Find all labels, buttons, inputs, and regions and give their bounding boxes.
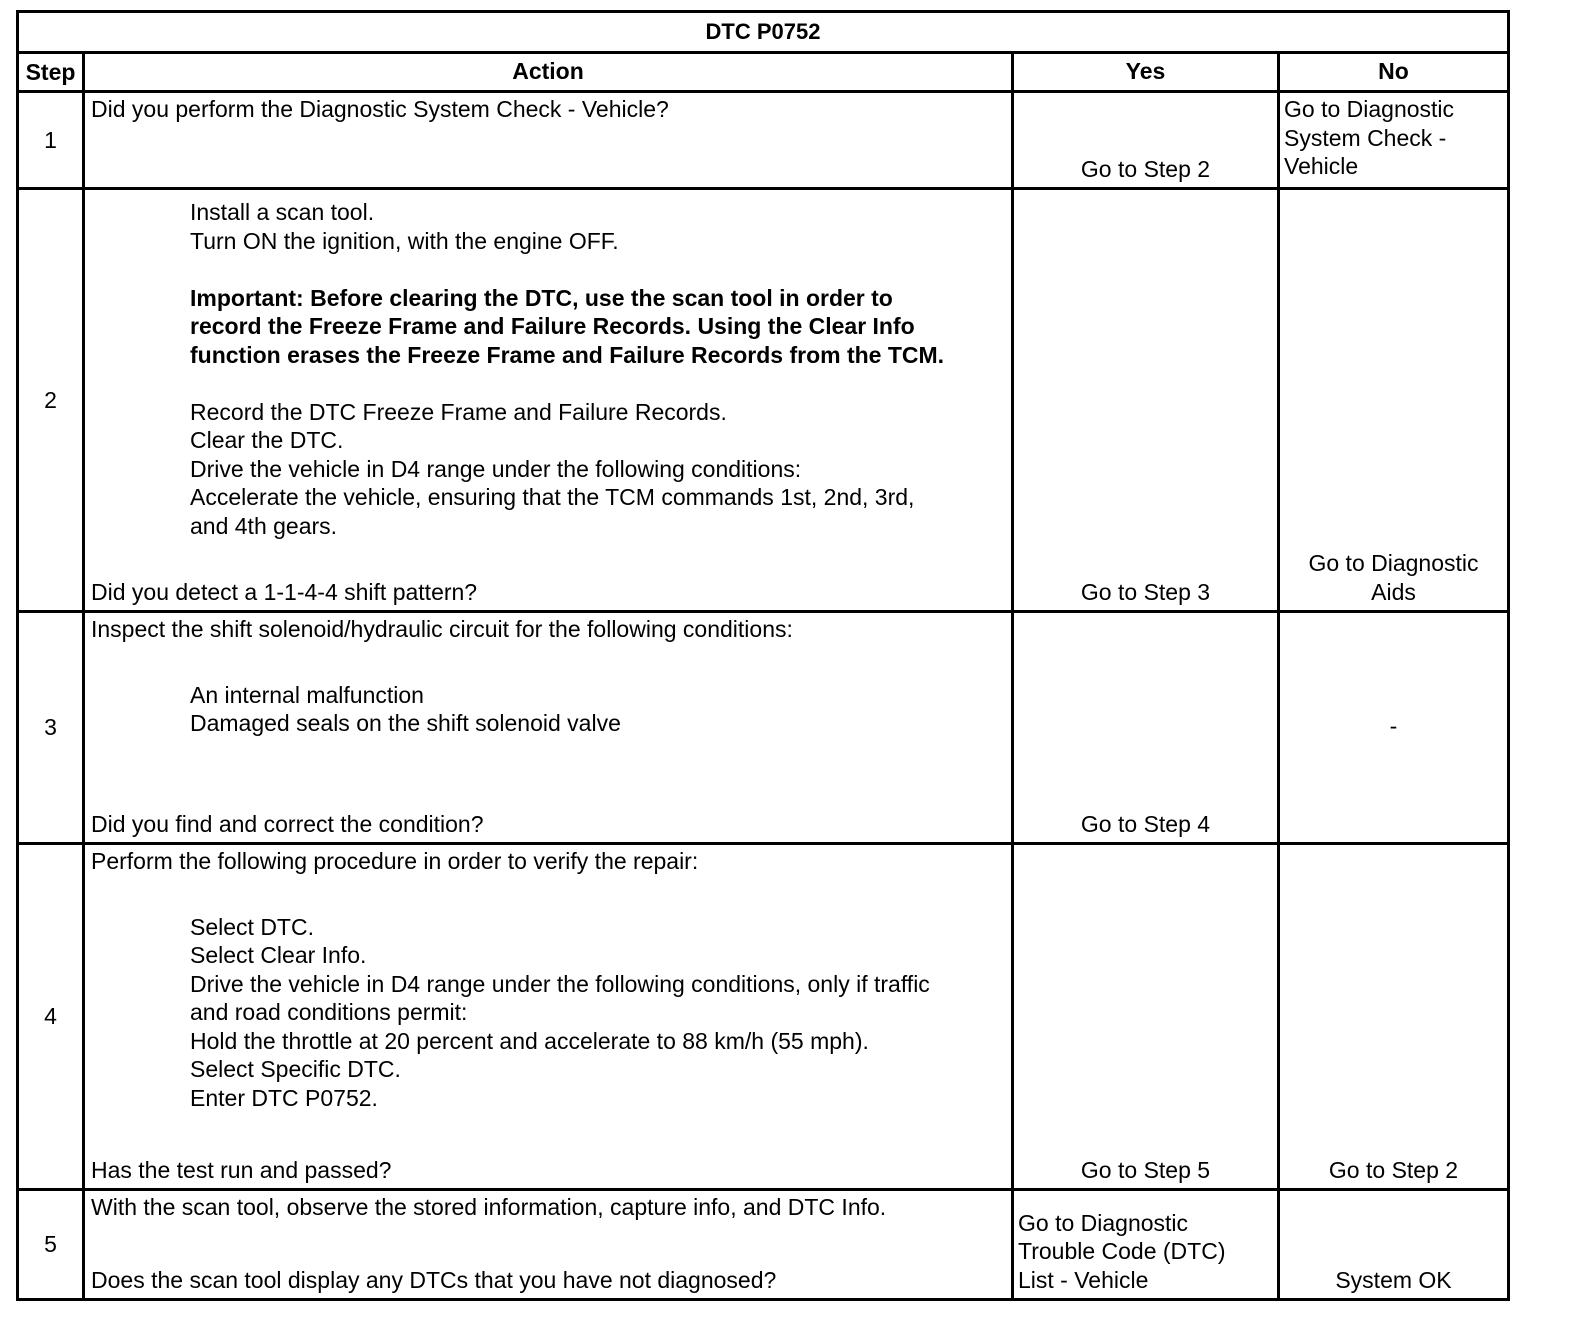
no-text-line: Go to Diagnostic — [1308, 550, 1479, 576]
intro-text: With the scan tool, observe the stored information, capture info, and DTC Info. — [91, 1194, 887, 1220]
step-number: 1 — [19, 93, 85, 187]
step-number: 2 — [19, 190, 85, 610]
yes-cell — [1014, 93, 1280, 187]
no-text: Go to Step 2 — [1328, 1156, 1459, 1183]
instruction-line: Drive the vehicle in D4 range under the following conditions, only if traffic — [190, 970, 930, 997]
yes-text-line: Go to Diagnostic — [1018, 1209, 1189, 1236]
yes-text: Go to Step 3 — [1080, 578, 1211, 605]
instruction-line: Damaged seals on the shift solenoid valve — [190, 710, 621, 736]
instruction-line: An internal malfunction — [190, 681, 424, 708]
spacer — [91, 738, 1005, 810]
question-text: Did you find and correct the condition? — [91, 810, 484, 837]
instruction-line: Select Specific DTC. — [190, 1056, 401, 1082]
table-row — [19, 845, 1507, 1191]
question-text: Did you detect a 1-1-4-4 shift pattern? — [91, 578, 478, 605]
instruction-line: Install a scan tool. — [190, 199, 375, 225]
table-title: DTC P0752 — [19, 13, 1507, 54]
question-text: Did you perform the Diagnostic System Check - Vehicle? — [91, 96, 669, 122]
no-cell — [1280, 1191, 1507, 1298]
instruction-line: Select Clear Info. — [190, 942, 367, 968]
action-cell — [85, 613, 1014, 842]
yes-cell — [1014, 845, 1280, 1188]
table-row — [19, 190, 1507, 613]
question-text: Does the scan tool display any DTCs that you have not diagnosed? — [91, 1266, 777, 1293]
spacer — [91, 1222, 1005, 1266]
instruction-line: Record the DTC Freeze Frame and Failure Records. — [190, 398, 727, 425]
yes-text: Go to Step 2 — [1080, 155, 1211, 182]
no-cell — [1280, 845, 1507, 1188]
no-text-line: System Check - — [1284, 124, 1447, 151]
spacer — [91, 876, 1005, 913]
instruction-line: Select DTC. — [190, 913, 314, 940]
yes-cell — [1014, 613, 1280, 842]
instruction-line: Enter DTC P0752. — [190, 1084, 378, 1111]
action-cell — [85, 93, 1014, 187]
instruction-line: Turn ON the ignition, with the engine OFF. — [190, 227, 619, 254]
question-text: Has the test run and passed? — [91, 1156, 392, 1183]
step-number: 5 — [19, 1191, 85, 1298]
no-text: System OK — [1335, 1266, 1452, 1293]
action-cell — [85, 845, 1014, 1188]
important-note-line: Important: Before clearing the DTC, use the scan tool in order to — [190, 284, 893, 311]
step-number: 3 — [19, 613, 85, 842]
action-cell — [85, 190, 1014, 610]
instruction-line: and road conditions permit: — [190, 999, 468, 1025]
spacer — [91, 1112, 1005, 1156]
spacer — [91, 369, 1005, 398]
spacer — [91, 255, 1005, 284]
table-row — [19, 613, 1507, 845]
dtc-table — [16, 10, 1510, 1301]
important-note-line: record the Freeze Frame and Failure Records. Using the Clear Info — [190, 313, 915, 339]
no-cell — [1280, 613, 1507, 842]
header-yes: Yes — [1014, 54, 1280, 90]
no-text: - — [1389, 713, 1398, 740]
yes-text-line: Trouble Code (DTC) — [1018, 1238, 1226, 1264]
no-cell — [1280, 190, 1507, 610]
yes-text: Go to Step 5 — [1080, 1156, 1211, 1183]
spacer — [91, 540, 1005, 578]
intro-text: Inspect the shift solenoid/hydraulic circuit for the following conditions: — [91, 616, 793, 642]
instruction-line: Drive the vehicle in D4 range under the following conditions: — [190, 455, 802, 482]
header-action: Action — [85, 54, 1014, 90]
spacer — [91, 644, 1005, 681]
yes-text: Go to Step 4 — [1080, 810, 1211, 837]
yes-cell — [1014, 1191, 1280, 1298]
intro-text: Perform the following procedure in order to verify the repair: — [91, 848, 699, 874]
yes-cell — [1014, 190, 1280, 610]
no-cell — [1280, 93, 1507, 187]
table-row — [19, 1191, 1507, 1298]
header-no: No — [1378, 57, 1409, 84]
no-text-line: Vehicle — [1284, 153, 1359, 179]
instruction-line: Hold the throttle at 20 percent and accelerate to 88 km/h (55 mph). — [190, 1027, 869, 1054]
header-row — [19, 54, 1507, 93]
step-number: 4 — [19, 845, 85, 1188]
no-text-line: Go to Diagnostic — [1284, 96, 1455, 122]
instruction-line: Clear the DTC. — [190, 427, 344, 453]
no-text-line: Aids — [1371, 578, 1416, 605]
instruction-line: Accelerate the vehicle, ensuring that the TCM commands 1st, 2nd, 3rd, — [190, 484, 915, 510]
action-cell — [85, 1191, 1014, 1298]
header-step: Step — [19, 54, 85, 90]
yes-text-line: List - Vehicle — [1018, 1266, 1149, 1293]
table-row — [19, 93, 1507, 190]
instruction-line: and 4th gears. — [190, 512, 338, 539]
important-note-line: function erases the Freeze Frame and Failure Records from the TCM. — [190, 341, 945, 368]
